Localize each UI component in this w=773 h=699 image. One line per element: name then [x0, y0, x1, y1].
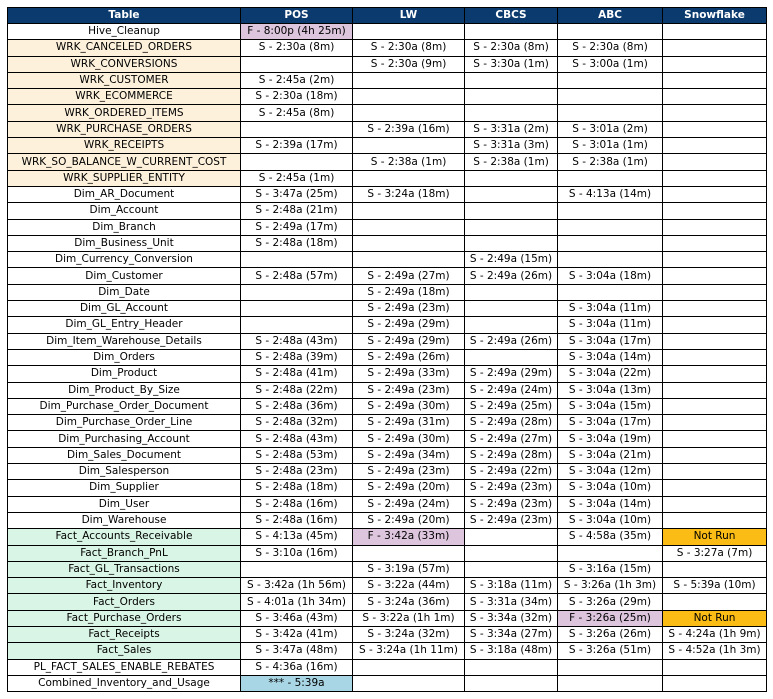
table-row: [8, 186, 767, 202]
pos-status-cell: [241, 317, 353, 333]
header-row: [8, 8, 767, 24]
header-lw: LW: [353, 8, 465, 24]
pos-status-cell: S - 4:01a (1h 34m): [241, 594, 353, 610]
lw-status-cell: S - 2:49a (30m): [353, 398, 465, 414]
table-row: [8, 24, 767, 40]
cbcs-status-cell: [465, 561, 558, 577]
pos-status-cell: S - 2:48a (23m): [241, 464, 353, 480]
table-name-cell: Dim_Salesperson: [8, 464, 241, 480]
table-name-cell: WRK_RECEIPTS: [8, 138, 241, 154]
table-row: [8, 415, 767, 431]
table-name-cell: Dim_GL_Account: [8, 301, 241, 317]
table-name-cell: WRK_PURCHASE_ORDERS: [8, 121, 241, 137]
lw-status-cell: [353, 24, 465, 40]
pos-status-cell: S - 4:36a (16m): [241, 659, 353, 675]
snowflake-status-cell: [663, 431, 767, 447]
cbcs-status-cell: S - 3:18a (11m): [465, 578, 558, 594]
table-row: [8, 317, 767, 333]
table-row: [8, 333, 767, 349]
table-row: [8, 480, 767, 496]
table-row: [8, 284, 767, 300]
lw-status-cell: [353, 72, 465, 88]
table-name-cell: Dim_Warehouse: [8, 512, 241, 528]
lw-status-cell: S - 2:49a (23m): [353, 464, 465, 480]
snowflake-status-cell: [663, 398, 767, 414]
schedule-table-wrapper: [7, 7, 767, 692]
pos-status-cell: S - 2:48a (41m): [241, 366, 353, 382]
table-row: [8, 496, 767, 512]
table-name-cell: Dim_Product_By_Size: [8, 382, 241, 398]
table-row: [8, 252, 767, 268]
snowflake-status-cell: [663, 138, 767, 154]
table-row: [8, 512, 767, 528]
cbcs-status-cell: [465, 203, 558, 219]
snowflake-status-cell: [663, 333, 767, 349]
abc-status-cell: S - 3:04a (11m): [558, 317, 663, 333]
pos-status-cell: S - 4:13a (45m): [241, 529, 353, 545]
cbcs-status-cell: S - 2:38a (1m): [465, 154, 558, 170]
abc-status-cell: F - 3:26a (25m): [558, 610, 663, 626]
cbcs-status-cell: [465, 317, 558, 333]
table-row: [8, 105, 767, 121]
lw-status-cell: S - 2:49a (20m): [353, 480, 465, 496]
abc-status-cell: S - 3:04a (21m): [558, 447, 663, 463]
snowflake-status-cell: [663, 203, 767, 219]
snowflake-status-cell: [663, 512, 767, 528]
abc-status-cell: S - 3:26a (1h 3m): [558, 578, 663, 594]
table-body: [8, 24, 767, 692]
pos-status-cell: S - 2:48a (18m): [241, 235, 353, 251]
abc-status-cell: S - 3:04a (18m): [558, 268, 663, 284]
abc-status-cell: S - 3:04a (11m): [558, 301, 663, 317]
lw-status-cell: [353, 545, 465, 561]
abc-status-cell: S - 3:04a (13m): [558, 382, 663, 398]
pos-status-cell: S - 2:48a (43m): [241, 333, 353, 349]
table-name-cell: WRK_CANCELED_ORDERS: [8, 40, 241, 56]
pos-status-cell: S - 3:42a (41m): [241, 626, 353, 642]
table-row: [8, 529, 767, 545]
table-row: [8, 594, 767, 610]
cbcs-status-cell: S - 3:18a (48m): [465, 643, 558, 659]
abc-status-cell: [558, 24, 663, 40]
snowflake-status-cell: S - 3:27a (7m): [663, 545, 767, 561]
table-row: [8, 235, 767, 251]
cbcs-status-cell: S - 3:31a (3m): [465, 138, 558, 154]
table-row: [8, 382, 767, 398]
cbcs-status-cell: [465, 675, 558, 691]
table-name-cell: Hive_Cleanup: [8, 24, 241, 40]
table-name-cell: WRK_SUPPLIER_ENTITY: [8, 170, 241, 186]
cbcs-status-cell: S - 2:49a (15m): [465, 252, 558, 268]
snowflake-status-cell: [663, 561, 767, 577]
abc-status-cell: [558, 675, 663, 691]
snowflake-status-cell: [663, 170, 767, 186]
abc-status-cell: [558, 235, 663, 251]
cbcs-status-cell: [465, 545, 558, 561]
snowflake-status-cell: [663, 415, 767, 431]
table-row: [8, 578, 767, 594]
table-name-cell: Dim_Customer: [8, 268, 241, 284]
cbcs-status-cell: S - 2:49a (22m): [465, 464, 558, 480]
snowflake-status-cell: [663, 105, 767, 121]
lw-status-cell: [353, 659, 465, 675]
pos-status-cell: S - 2:45a (1m): [241, 170, 353, 186]
pos-status-cell: [241, 56, 353, 72]
lw-status-cell: S - 3:22a (44m): [353, 578, 465, 594]
table-row: [8, 268, 767, 284]
table-name-cell: Dim_Business_Unit: [8, 235, 241, 251]
abc-status-cell: S - 3:04a (19m): [558, 431, 663, 447]
abc-status-cell: S - 3:01a (2m): [558, 121, 663, 137]
pos-status-cell: S - 3:46a (43m): [241, 610, 353, 626]
snowflake-status-cell: Not Run: [663, 529, 767, 545]
table-row: [8, 545, 767, 561]
table-name-cell: Fact_GL_Transactions: [8, 561, 241, 577]
cbcs-status-cell: S - 2:49a (26m): [465, 333, 558, 349]
snowflake-status-cell: [663, 301, 767, 317]
header-cbcs: CBCS: [465, 8, 558, 24]
lw-status-cell: S - 2:49a (31m): [353, 415, 465, 431]
snowflake-status-cell: [663, 480, 767, 496]
table-row: [8, 610, 767, 626]
snowflake-status-cell: [663, 464, 767, 480]
table-row: [8, 121, 767, 137]
table-name-cell: Fact_Receipts: [8, 626, 241, 642]
abc-status-cell: [558, 170, 663, 186]
table-name-cell: Combined_Inventory_and_Usage: [8, 675, 241, 691]
table-name-cell: Dim_Date: [8, 284, 241, 300]
abc-status-cell: [558, 89, 663, 105]
snowflake-status-cell: S - 5:39a (10m): [663, 578, 767, 594]
table-name-cell: Fact_Accounts_Receivable: [8, 529, 241, 545]
pos-status-cell: S - 2:39a (17m): [241, 138, 353, 154]
cbcs-status-cell: S - 3:34a (27m): [465, 626, 558, 642]
cbcs-status-cell: [465, 24, 558, 40]
table-row: [8, 203, 767, 219]
abc-status-cell: S - 4:13a (14m): [558, 186, 663, 202]
abc-status-cell: [558, 252, 663, 268]
snowflake-status-cell: [663, 252, 767, 268]
pos-status-cell: S - 2:48a (43m): [241, 431, 353, 447]
abc-status-cell: S - 3:01a (1m): [558, 138, 663, 154]
lw-status-cell: S - 3:24a (36m): [353, 594, 465, 610]
snowflake-status-cell: [663, 496, 767, 512]
pos-status-cell: [241, 301, 353, 317]
lw-status-cell: S - 2:38a (1m): [353, 154, 465, 170]
table-name-cell: Dim_GL_Entry_Header: [8, 317, 241, 333]
pos-status-cell: S - 3:10a (16m): [241, 545, 353, 561]
lw-status-cell: [353, 219, 465, 235]
pos-status-cell: S - 2:30a (8m): [241, 40, 353, 56]
snowflake-status-cell: [663, 675, 767, 691]
table-row: [8, 56, 767, 72]
cbcs-status-cell: [465, 89, 558, 105]
table-name-cell: Dim_Item_Warehouse_Details: [8, 333, 241, 349]
abc-status-cell: S - 3:26a (26m): [558, 626, 663, 642]
pos-status-cell: S - 3:47a (25m): [241, 186, 353, 202]
table-name-cell: Dim_Orders: [8, 349, 241, 365]
abc-status-cell: S - 3:04a (12m): [558, 464, 663, 480]
snowflake-status-cell: [663, 594, 767, 610]
pos-status-cell: F - 8:00p (4h 25m): [241, 24, 353, 40]
table-row: [8, 72, 767, 88]
abc-status-cell: S - 3:04a (15m): [558, 398, 663, 414]
table-row: [8, 219, 767, 235]
abc-status-cell: S - 3:04a (10m): [558, 480, 663, 496]
cbcs-status-cell: [465, 284, 558, 300]
table-row: [8, 659, 767, 675]
table-row: [8, 626, 767, 642]
table-row: [8, 643, 767, 659]
snowflake-status-cell: [663, 24, 767, 40]
pos-status-cell: S - 2:48a (57m): [241, 268, 353, 284]
table-name-cell: Fact_Sales: [8, 643, 241, 659]
table-name-cell: Fact_Branch_PnL: [8, 545, 241, 561]
table-row: [8, 349, 767, 365]
snowflake-status-cell: [663, 186, 767, 202]
cbcs-status-cell: S - 2:49a (23m): [465, 480, 558, 496]
header-table: Table: [8, 8, 241, 24]
pos-status-cell: S - 2:48a (36m): [241, 398, 353, 414]
lw-status-cell: S - 2:49a (23m): [353, 382, 465, 398]
pos-status-cell: S - 2:49a (17m): [241, 219, 353, 235]
lw-status-cell: S - 2:30a (9m): [353, 56, 465, 72]
lw-status-cell: [353, 235, 465, 251]
pos-status-cell: [241, 154, 353, 170]
pos-status-cell: [241, 252, 353, 268]
table-row: [8, 561, 767, 577]
table-name-cell: Dim_Purchase_Order_Line: [8, 415, 241, 431]
cbcs-status-cell: S - 2:49a (27m): [465, 431, 558, 447]
abc-status-cell: [558, 72, 663, 88]
lw-status-cell: S - 2:49a (23m): [353, 301, 465, 317]
cbcs-status-cell: S - 2:49a (28m): [465, 447, 558, 463]
snowflake-status-cell: [663, 56, 767, 72]
pos-status-cell: S - 3:47a (48m): [241, 643, 353, 659]
cbcs-status-cell: [465, 301, 558, 317]
header-snowflake: Snowflake: [663, 8, 767, 24]
pos-status-cell: S - 2:48a (16m): [241, 512, 353, 528]
table-row: [8, 301, 767, 317]
table-name-cell: WRK_ECOMMERCE: [8, 89, 241, 105]
cbcs-status-cell: S - 3:31a (34m): [465, 594, 558, 610]
lw-status-cell: S - 3:22a (1h 1m): [353, 610, 465, 626]
pos-status-cell: S - 2:48a (18m): [241, 480, 353, 496]
table-row: [8, 675, 767, 691]
table-name-cell: Dim_Supplier: [8, 480, 241, 496]
snowflake-status-cell: [663, 235, 767, 251]
cbcs-status-cell: [465, 349, 558, 365]
snowflake-status-cell: [663, 659, 767, 675]
table-name-cell: Dim_Currency_Conversion: [8, 252, 241, 268]
lw-status-cell: [353, 138, 465, 154]
snowflake-status-cell: [663, 89, 767, 105]
pos-status-cell: S - 3:42a (1h 56m): [241, 578, 353, 594]
table-name-cell: Dim_Sales_Document: [8, 447, 241, 463]
cbcs-status-cell: S - 2:49a (29m): [465, 366, 558, 382]
abc-status-cell: S - 3:04a (14m): [558, 496, 663, 512]
cbcs-status-cell: [465, 72, 558, 88]
abc-status-cell: S - 2:38a (1m): [558, 154, 663, 170]
snowflake-status-cell: Not Run: [663, 610, 767, 626]
snowflake-status-cell: S - 4:24a (1h 9m): [663, 626, 767, 642]
snowflake-status-cell: [663, 40, 767, 56]
abc-status-cell: S - 3:04a (22m): [558, 366, 663, 382]
lw-status-cell: S - 2:49a (24m): [353, 496, 465, 512]
pos-status-cell: S - 2:48a (53m): [241, 447, 353, 463]
schedule-table: [7, 7, 767, 692]
snowflake-status-cell: [663, 268, 767, 284]
pos-status-cell: *** - 5:39a: [241, 675, 353, 691]
snowflake-status-cell: [663, 447, 767, 463]
pos-status-cell: S - 2:48a (21m): [241, 203, 353, 219]
snowflake-status-cell: [663, 317, 767, 333]
table-row: [8, 170, 767, 186]
snowflake-status-cell: [663, 382, 767, 398]
table-name-cell: Dim_Purchasing_Account: [8, 431, 241, 447]
lw-status-cell: S - 3:19a (57m): [353, 561, 465, 577]
table-name-cell: WRK_ORDERED_ITEMS: [8, 105, 241, 121]
cbcs-status-cell: S - 2:49a (25m): [465, 398, 558, 414]
lw-status-cell: S - 2:49a (33m): [353, 366, 465, 382]
abc-status-cell: [558, 105, 663, 121]
lw-status-cell: [353, 170, 465, 186]
lw-status-cell: S - 3:24a (1h 11m): [353, 643, 465, 659]
table-row: [8, 398, 767, 414]
table-row: [8, 431, 767, 447]
lw-status-cell: S - 3:24a (32m): [353, 626, 465, 642]
lw-status-cell: S - 2:30a (8m): [353, 40, 465, 56]
abc-status-cell: S - 3:26a (51m): [558, 643, 663, 659]
table-row: [8, 366, 767, 382]
snowflake-status-cell: [663, 366, 767, 382]
abc-status-cell: [558, 545, 663, 561]
snowflake-status-cell: [663, 72, 767, 88]
table-name-cell: WRK_SO_BALANCE_W_CURRENT_COST: [8, 154, 241, 170]
header-abc: ABC: [558, 8, 663, 24]
cbcs-status-cell: S - 3:34a (32m): [465, 610, 558, 626]
lw-status-cell: [353, 252, 465, 268]
snowflake-status-cell: S - 4:52a (1h 3m): [663, 643, 767, 659]
abc-status-cell: S - 3:04a (17m): [558, 415, 663, 431]
abc-status-cell: S - 3:04a (14m): [558, 349, 663, 365]
abc-status-cell: S - 3:04a (17m): [558, 333, 663, 349]
header-pos: POS: [241, 8, 353, 24]
table-name-cell: Fact_Orders: [8, 594, 241, 610]
snowflake-status-cell: [663, 284, 767, 300]
cbcs-status-cell: [465, 186, 558, 202]
pos-status-cell: S - 2:30a (18m): [241, 89, 353, 105]
table-row: [8, 447, 767, 463]
abc-status-cell: [558, 203, 663, 219]
lw-status-cell: S - 2:49a (18m): [353, 284, 465, 300]
lw-status-cell: [353, 105, 465, 121]
table-name-cell: Dim_Purchase_Order_Document: [8, 398, 241, 414]
pos-status-cell: S - 2:48a (39m): [241, 349, 353, 365]
table-name-cell: PL_FACT_SALES_ENABLE_REBATES: [8, 659, 241, 675]
cbcs-status-cell: S - 2:49a (26m): [465, 268, 558, 284]
abc-status-cell: S - 3:26a (29m): [558, 594, 663, 610]
lw-status-cell: F - 3:42a (33m): [353, 529, 465, 545]
table-name-cell: Dim_User: [8, 496, 241, 512]
cbcs-status-cell: [465, 105, 558, 121]
pos-status-cell: S - 2:48a (32m): [241, 415, 353, 431]
abc-status-cell: S - 2:30a (8m): [558, 40, 663, 56]
table-row: [8, 138, 767, 154]
cbcs-status-cell: [465, 659, 558, 675]
table-name-cell: Dim_AR_Document: [8, 186, 241, 202]
snowflake-status-cell: [663, 219, 767, 235]
cbcs-status-cell: S - 2:49a (28m): [465, 415, 558, 431]
pos-status-cell: S - 2:45a (2m): [241, 72, 353, 88]
cbcs-status-cell: S - 2:49a (23m): [465, 496, 558, 512]
abc-status-cell: S - 3:16a (15m): [558, 561, 663, 577]
lw-status-cell: [353, 203, 465, 219]
lw-status-cell: S - 2:49a (29m): [353, 317, 465, 333]
table-name-cell: Dim_Product: [8, 366, 241, 382]
lw-status-cell: S - 2:49a (34m): [353, 447, 465, 463]
lw-status-cell: S - 2:49a (27m): [353, 268, 465, 284]
snowflake-status-cell: [663, 154, 767, 170]
lw-status-cell: [353, 675, 465, 691]
table-name-cell: Dim_Account: [8, 203, 241, 219]
cbcs-status-cell: S - 3:31a (2m): [465, 121, 558, 137]
table-row: [8, 154, 767, 170]
lw-status-cell: S - 3:24a (18m): [353, 186, 465, 202]
cbcs-status-cell: [465, 529, 558, 545]
snowflake-status-cell: [663, 349, 767, 365]
table-row: [8, 40, 767, 56]
table-name-cell: Fact_Purchase_Orders: [8, 610, 241, 626]
pos-status-cell: [241, 284, 353, 300]
abc-status-cell: S - 4:58a (35m): [558, 529, 663, 545]
pos-status-cell: S - 2:48a (22m): [241, 382, 353, 398]
lw-status-cell: S - 2:49a (20m): [353, 512, 465, 528]
cbcs-status-cell: S - 2:49a (23m): [465, 512, 558, 528]
cbcs-status-cell: S - 2:49a (24m): [465, 382, 558, 398]
lw-status-cell: S - 2:49a (26m): [353, 349, 465, 365]
abc-status-cell: [558, 659, 663, 675]
table-name-cell: WRK_CUSTOMER: [8, 72, 241, 88]
table-row: [8, 464, 767, 480]
cbcs-status-cell: [465, 170, 558, 186]
pos-status-cell: [241, 561, 353, 577]
lw-status-cell: [353, 89, 465, 105]
table-name-cell: Dim_Branch: [8, 219, 241, 235]
cbcs-status-cell: [465, 235, 558, 251]
cbcs-status-cell: S - 3:30a (1m): [465, 56, 558, 72]
pos-status-cell: S - 2:48a (16m): [241, 496, 353, 512]
table-name-cell: Fact_Inventory: [8, 578, 241, 594]
lw-status-cell: S - 2:49a (30m): [353, 431, 465, 447]
abc-status-cell: [558, 219, 663, 235]
table-name-cell: WRK_CONVERSIONS: [8, 56, 241, 72]
pos-status-cell: [241, 121, 353, 137]
snowflake-status-cell: [663, 121, 767, 137]
lw-status-cell: S - 2:39a (16m): [353, 121, 465, 137]
cbcs-status-cell: S - 2:30a (8m): [465, 40, 558, 56]
cbcs-status-cell: [465, 219, 558, 235]
lw-status-cell: S - 2:49a (29m): [353, 333, 465, 349]
pos-status-cell: S - 2:45a (8m): [241, 105, 353, 121]
abc-status-cell: S - 3:04a (10m): [558, 512, 663, 528]
table-row: [8, 89, 767, 105]
abc-status-cell: [558, 284, 663, 300]
abc-status-cell: S - 3:00a (1m): [558, 56, 663, 72]
